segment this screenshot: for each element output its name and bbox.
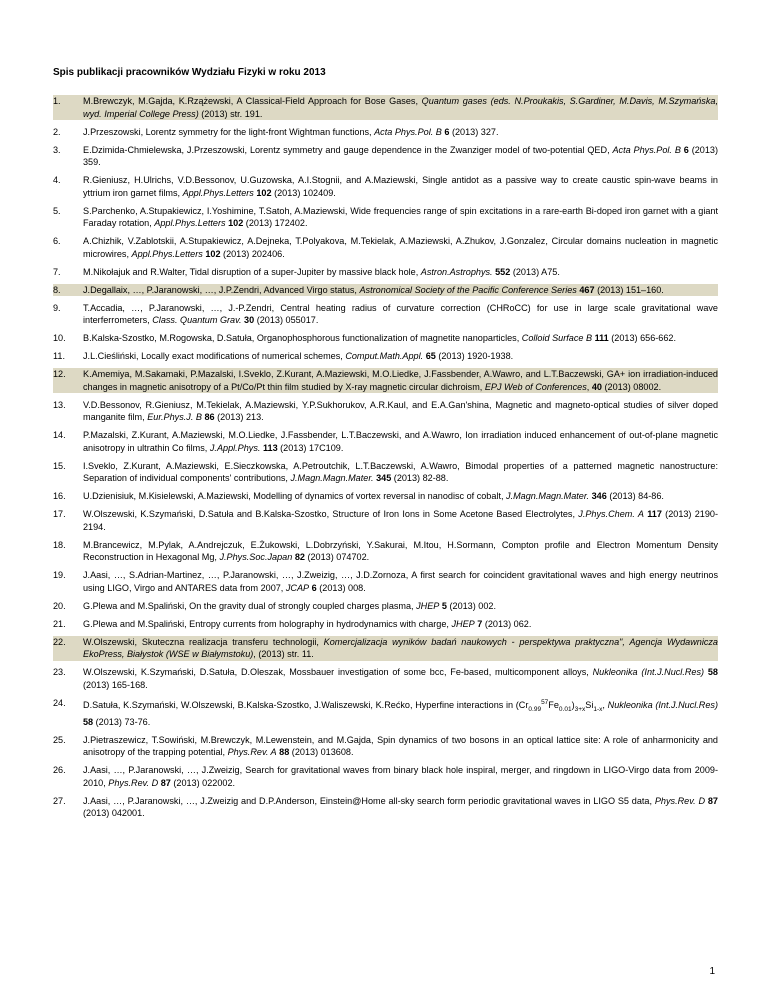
citation-part: Phys.Rev. D	[654, 795, 706, 806]
list-item	[53, 636, 718, 661]
list-item	[53, 508, 718, 533]
citation-part: U.Dzienisiuk, M.Kisielewski, A.Maziewski, Modelling of dynamics of vortex reversal in nanodisc of cobalt,	[83, 491, 507, 501]
item-citation	[83, 734, 718, 759]
citation-part: B.Kalska-Szostko, M.Rogowska, D.Satuła, Organophosphorous functionalization of magnetite nanoparticles,	[83, 333, 522, 343]
citation-part: (2013) 172402.	[243, 218, 308, 228]
list-item	[53, 569, 718, 594]
citation-part: 7	[477, 618, 483, 629]
item-citation	[83, 144, 718, 169]
item-citation	[83, 266, 718, 279]
citation-part: J.L.Cieśliński, Locally exact modifications of numerical schemes,	[83, 351, 346, 361]
citation-part: 102	[228, 218, 244, 228]
citation-part: 1-x	[593, 705, 603, 713]
citation-part: 345	[376, 473, 392, 483]
citation-part: (2013) 062.	[482, 618, 532, 629]
citation-part: (2013) 165-168.	[83, 679, 148, 690]
list-item	[53, 302, 718, 327]
citation-part: K.Amemiya, M.Sakamaki, P.Mazalski, I.Sveklo, Z.Kurant, A.Maziewski, M.O.Liedke, J.Fassbender, A.Wawro, and L.T.Baczewski, GA+ ion irradiation-induced changes in magnetic anisotropy of a Pt/Co/Pt thin film studied by X-ray magnetic circular dichroism,	[83, 369, 718, 392]
citation-part: J.Magn.Magn.Mater.	[290, 473, 374, 483]
citation-part: J.Appl.Phys.	[209, 442, 261, 453]
item-number: 17.	[53, 509, 66, 519]
citation-part: Appl.Phys.Letters	[154, 218, 226, 228]
citation-part: Appl.Phys.Letters	[131, 248, 203, 259]
citation-part: I.Sveklo, Z.Kurant, A.Maziewski, E.Sieczkowska, A.Petroutchik, L.T.Baczewski, A.Wawro, Bimodal properties of a patterned magnetic nanostructure: Separation of individual components' contributions,	[83, 460, 718, 483]
item-number: 12.	[53, 368, 83, 393]
citation-part: 88	[279, 747, 290, 758]
citation-part: A.Chizhik, V.Zablotskii, A.Stupakiewicz, A.Dejneka, T.Polyakova, M.Tekielak, A.Maziewski, A.Zhukov, J.Gonzalez, Circular domains nucleation in magnetic microwires,	[83, 236, 718, 259]
citation-part: (2013) 84-86.	[606, 491, 664, 501]
citation-part: Acta Phys.Pol. B	[374, 126, 442, 137]
citation-part: 87	[160, 777, 171, 788]
list-item	[53, 174, 718, 199]
item-citation	[83, 569, 718, 594]
citation-part: (2013) 213.	[214, 412, 264, 422]
citation-part: J.Pietraszewicz, T.Sowiński, M.Brewczyk, M.Lewenstein, and M.Gajda, Spin dynamics of two bosons in an optical lattice site: A role of anharmonicity and anisotropy of the trapping potential,	[83, 734, 718, 758]
item-number: 18.	[53, 539, 66, 550]
citation-part: S.Parchenko, A.Stupakiewicz, I.Yoshimine, T.Satoh, A.Maziewski, Wide frequencies range of spin excitations in a rare-earth Bi-doped iron garnet with a giant Faraday rotation,	[83, 205, 718, 228]
citation-part: 111	[594, 333, 609, 343]
citation-part: Colloid Surface B	[521, 333, 593, 343]
item-number: 6.	[53, 236, 61, 246]
citation-part: Class. Quantum Grav.	[152, 315, 242, 325]
citation-part: , (2013) str. 11.	[253, 649, 314, 659]
list-item	[53, 697, 718, 729]
citation-part: 65	[425, 351, 436, 361]
list-item	[53, 460, 718, 485]
list-item	[53, 284, 718, 297]
citation-part: 0.01	[558, 705, 572, 713]
citation-part: (2013) 82-88.	[391, 473, 449, 483]
citation-part: Quantum gases (eds. N.Proukakis, S.Gardiner, M.Davis, M.Szymańska, wyd. Imperial College Press)	[83, 96, 718, 119]
item-citation	[83, 795, 718, 820]
item-number: 14.	[53, 430, 66, 440]
citation-part: JCAP	[285, 582, 310, 593]
list-item	[53, 235, 718, 260]
list-item	[53, 490, 718, 503]
citation-part: P.Mazalski, Z.Kurant, A.Maziewski, M.O.Liedke, J.Fassbender, L.T.Baczewski, and A.Wawro, Ion irradiation induced enhancement of out-of-plane magnetic anisotropy in ultrathin Co films,	[83, 430, 718, 453]
item-citation	[83, 508, 718, 533]
item-number: 26.	[53, 765, 66, 776]
list-item	[53, 764, 718, 789]
citation-part: 117	[647, 509, 662, 519]
citation-part: Phys.Rev. D	[108, 777, 159, 788]
citation-part: (2013) 17C109.	[277, 442, 344, 453]
item-citation	[83, 235, 718, 260]
publication-list	[53, 95, 718, 825]
item-number: 15.	[53, 460, 66, 471]
citation-part: EPJ Web of Conferences	[484, 381, 587, 392]
item-number: 13.	[53, 399, 66, 410]
citation-part: 6	[444, 126, 450, 137]
list-item	[53, 126, 718, 139]
item-citation	[83, 205, 718, 230]
item-number: 20.	[53, 600, 66, 611]
item-citation	[83, 539, 718, 564]
item-citation	[83, 618, 718, 631]
list-item	[53, 429, 718, 454]
list-item	[53, 95, 718, 120]
item-citation	[83, 350, 718, 363]
item-citation	[83, 666, 718, 691]
citation-part: 3+x	[574, 705, 586, 713]
item-citation	[83, 174, 718, 199]
item-number: 2.	[53, 126, 61, 137]
item-number: 25.	[53, 734, 66, 745]
citation-part: (2013) 202406.	[220, 248, 285, 259]
list-item	[53, 266, 718, 279]
item-citation	[83, 284, 718, 297]
list-item	[53, 350, 718, 363]
item-citation	[83, 368, 718, 393]
list-item	[53, 734, 718, 759]
citation-part: ,	[602, 699, 608, 710]
citation-part: Phys.Rev. A	[227, 747, 277, 758]
citation-part: (2013) 327.	[449, 126, 499, 137]
citation-part: 57	[541, 698, 549, 706]
citation-part: 113	[262, 442, 278, 453]
citation-part: Astron.Astrophys.	[420, 266, 493, 277]
citation-part: ,	[586, 381, 592, 392]
item-number: 10.	[53, 333, 66, 343]
citation-part: 6	[683, 144, 689, 155]
item-number: 7.	[53, 266, 61, 277]
citation-part: (2013) 151–160.	[594, 284, 664, 295]
citation-part: J.Phys.Soc.Japan	[219, 552, 293, 562]
citation-part: (2013) A75.	[510, 266, 560, 277]
citation-part: 0.99	[528, 705, 542, 713]
citation-part: (2013) 074702.	[304, 552, 370, 562]
item-number: 8.	[53, 284, 83, 297]
citation-part: W.Olszewski, K.Szymański, D.Satuła, D.Oleszak, Mossbauer investigation of some bcc, Fe-based, multicomponent alloys,	[83, 667, 593, 677]
citation-part: (2013) 1920-1938.	[435, 351, 514, 361]
citation-part: Fe	[548, 699, 559, 710]
item-number: 16.	[53, 491, 66, 501]
citation-part: (2013) 008.	[316, 582, 366, 593]
citation-part: M.Brewczyk, M.Gajda, K.Rzążewski, A Classical-Field Approach for Bose Gases,	[83, 96, 422, 106]
item-citation	[83, 332, 718, 345]
item-citation	[83, 399, 718, 424]
item-number: 23.	[53, 667, 66, 677]
list-item	[53, 666, 718, 691]
citation-part: J.Magn.Magn.Mater.	[506, 491, 590, 501]
item-citation	[83, 95, 718, 120]
list-item	[53, 539, 718, 564]
citation-part: Appl.Phys.Letters	[182, 187, 254, 198]
citation-part: (2013) 022002.	[170, 777, 236, 788]
item-citation	[83, 302, 718, 327]
citation-part: (2013) 08002.	[601, 381, 662, 392]
citation-part: G.Plewa and M.Spaliński, Entropy currents from holography in hydrodynamics with charge,	[83, 618, 452, 629]
citation-part: Comput.Math.Appl.	[345, 351, 424, 361]
citation-part: (2013) str. 191.	[198, 108, 263, 119]
item-number: 5.	[53, 205, 61, 216]
citation-part: JHEP	[451, 618, 475, 629]
citation-part: J.Aasi, …, P.Jaranowski, …, J.Zweizig and D.P.Anderson, Einstein@Home all-sky search form periodic gravitational waves in LIGO S5 data,	[83, 795, 655, 806]
page-number: 1	[709, 966, 715, 977]
citation-part: (2013) 2190-2194.	[83, 509, 719, 532]
list-item	[53, 795, 718, 820]
citation-part: D.Satuła, K.Szymański, W.Olszewski, B.Kalska-Szostko, J.Waliszewski, K.Rećko, Hyperfine interactions in (Cr	[83, 699, 529, 710]
citation-part: (2013) 359.	[83, 144, 718, 167]
citation-part: JHEP	[416, 600, 440, 611]
item-number: 19.	[53, 570, 66, 580]
citation-part: (2013) 055017.	[254, 315, 319, 325]
citation-part: )	[571, 699, 575, 710]
item-number: 21.	[53, 618, 66, 629]
citation-part: M.Nikołajuk and R.Walter, Tidal disruption of a super-Jupiter by massive black hole,	[83, 266, 421, 277]
item-number: 4.	[53, 175, 61, 185]
list-item	[53, 368, 718, 393]
citation-part: W.Olszewski, K.Szymański, D.Satuła and B.Kalska-Szostko, Structure of Iron Ions in Some Acetone Based Electrolytes,	[83, 509, 579, 519]
list-item	[53, 618, 718, 631]
citation-part: 552	[495, 266, 511, 277]
citation-part: J.Przeszowski, Lorentz symmetry for the light-front Wightman functions,	[83, 126, 375, 137]
citation-part: W.Olszewski, Skuteczna realizacja transferu technologii,	[83, 636, 324, 647]
citation-part: (2013) 002.	[446, 600, 496, 611]
item-number: 24.	[53, 697, 66, 708]
citation-part: 86	[204, 412, 215, 422]
list-item	[53, 332, 718, 345]
citation-part: (2013) 042001.	[83, 808, 145, 819]
citation-part: Astronomical Society of the Pacific Conference Series	[359, 284, 577, 295]
item-citation	[83, 636, 718, 661]
citation-part: (2013) 656-662.	[608, 333, 676, 343]
item-number: 3.	[53, 144, 61, 155]
citation-part: R.Gieniusz, H.Ulrichs, V.D.Bessonov, U.Guzowska, A.I.Stognii, and A.Maziewski, Single antidot as a passive way to create caustic spin-wave beams in yttrium iron garnet films,	[83, 175, 718, 198]
citation-part: E.Dzimida-Chmielewska, J.Przeszowski, Lorentz symmetry and gauge dependence in the Zwanziger model of two-potential QED,	[83, 144, 613, 155]
item-number: 9.	[53, 302, 61, 313]
citation-part: V.D.Bessonov, R.Gieniusz, M.Tekielak, A.Maziewski, Y.P.Sukhorukov, A.R.Kaul, and E.A.Gan'shina, Magnetic and magneto-optical studies of silver doped manganite film,	[83, 399, 718, 422]
item-citation	[83, 697, 718, 729]
citation-part: J.Phys.Chem. A	[578, 509, 644, 519]
citation-part: Komercjalizacja wyników badań naukowych - perspektywa praktyczna", Agencja Wydawnicza EkoPress, Białystok (WSE w Białymstoku)	[83, 636, 718, 659]
citation-part: 82	[294, 552, 305, 562]
item-citation	[83, 460, 718, 485]
item-citation	[83, 764, 718, 789]
page-title: Spis publikacji pracowników Wydziału Fizyki w roku 2013	[53, 67, 326, 78]
list-item	[53, 399, 718, 424]
citation-part: J.Degallaix, …, P.Jaranowski, …, J.P.Zendri, Advanced Virgo status,	[83, 284, 360, 295]
citation-part: Nukleonika (Int.J.Nucl.Res)	[607, 699, 718, 710]
list-item	[53, 205, 718, 230]
citation-part: (2013) 73-76.	[93, 716, 151, 727]
citation-part: 467	[579, 284, 595, 295]
item-number: 22.	[53, 636, 83, 661]
citation-part: Eur.Phys.J. B	[147, 412, 202, 422]
citation-part: 40	[591, 381, 602, 392]
citation-part: M.Brancewicz, M.Pylak, A.Andrejczuk, E.Żukowski, L.Dobrzyński, Y.Sakurai, M.Itou, H.Sormann, Compton profile and Electron Momentum Density Reconstruction in Hexagonal Mg,	[83, 539, 718, 562]
item-citation	[83, 490, 718, 503]
citation-part: 30	[244, 315, 255, 325]
citation-part: Si	[585, 699, 594, 710]
citation-part: Acta Phys.Pol. B	[612, 144, 681, 155]
citation-part: (2013) 013608.	[289, 747, 354, 758]
list-item	[53, 144, 718, 169]
citation-part: 6	[311, 582, 317, 593]
item-citation	[83, 429, 718, 454]
item-citation	[83, 126, 718, 139]
citation-part: 5	[441, 600, 447, 611]
item-citation	[83, 600, 718, 613]
citation-part: 102	[256, 187, 272, 198]
citation-part: J.Aasi, …, P.Jaranowski, …, J.Zweizig, Search for gravitational waves from binary black hole inspiral, merger, and ringdown in LIGO-Virgo data from 2009-2010,	[83, 765, 718, 788]
citation-part: (2013) 102409.	[271, 187, 336, 198]
citation-part: 346	[591, 491, 607, 501]
list-item	[53, 600, 718, 613]
citation-part: 58	[707, 667, 718, 677]
citation-part: 58	[83, 716, 94, 727]
item-number: 11.	[53, 351, 65, 361]
citation-part: Nukleonika (Int.J.Nucl.Res)	[592, 667, 705, 677]
citation-part: J.Aasi, …, S.Adrian-Martinez, …, P.Jaranowski, …, J.Zweizig, …, J.D.Zornoza, A first search for coincident gravitational waves and high energy neutrinos using LIGO, Virgo and ANTARES data from 2007,	[83, 570, 718, 593]
item-number: 1.	[53, 95, 83, 120]
citation-part: T.Accadia, …, P.Jaranowski, …, J.-P.Zendri, Central heating radius of curvature correction (CHRoCC) for use in large scale gravitational wave interferrometers,	[83, 302, 718, 325]
citation-part: G.Plewa and M.Spaliński, On the gravity dual of strongly coupled charges plasma,	[83, 600, 417, 611]
citation-part: 87	[707, 795, 718, 806]
item-number: 27.	[53, 795, 66, 806]
citation-part: 102	[205, 248, 221, 259]
